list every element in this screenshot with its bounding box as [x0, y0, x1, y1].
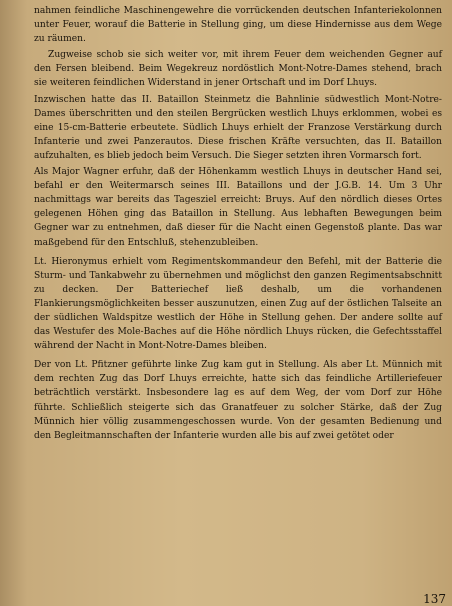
- paragraph-2: Zugweise schob sie sich weiter vor, mit ihrem Feuer dem weichenden Gegner auf den Fersen bleibend. Beim Wegekreuz nordöstlich Mont-Notre-Dames stehend, brach sie weiteren feindlichen Widerstand in jener Ortschaft und im Dorf Lhuys.: [34, 50, 442, 89]
- paragraph-6: Der von Lt. Pfitzner geführte linke Zug kam gut in Stellung. Als aber Lt. Münnich mit dem rechten Zug das Dorf Lhuys erreichte, hatte sich das feindliche Artilleriefeuer beträchtlich verstärkt. Insbesondere lag es auf dem Weg, der vom Dorf zur Höhe führte. Schließlich steigerte sich das Granatfeuer zu solcher Stärke, daß der Zug Münnich hier völlig zusammengeschossen wurde. Von der gesamten Bedienung und den Begleitmannschaften der Infanterie wurden alle bis auf zwei getötet oder: [34, 360, 442, 441]
- paragraph-5: Lt. Hieronymus erhielt vom Regimentskommandeur den Befehl, mit der Batterie die Sturm- und Tankabwehr zu übernehmen und möglichst den ganzen Regimentsabschnitt zu decken. Der Batteriechef ließ deshalb, um die vorhandenen Flankierungsmöglichkeiten besser auszunutzen, einen Zug auf der östlichen Talseite an der südlichen Waldspitze westlich der Höhe in Stellung gehen. Der andere sollte auf das Westufer des Mole-Baches auf die Höhe nördlich Lhuys rücken, die Gefechtsstaffel während der Nacht in Mont-Notre-Dames bleiben.: [34, 256, 442, 352]
- page-number: 137: [423, 592, 446, 606]
- paragraph-4: Als Major Wagner erfuhr, daß der Höhenkamm westlich Lhuys in deutscher Hand sei, befahl er den Weitermarsch seines III. Bataillons und der J.G.B. 14. Um 3 Uhr nachmittags war bereits das Tagesziel erreicht: Bruys. Auf den nördlich dieses Ortes gelegenen Höhen ging das Bataillon in Stellung. Aus lebhaften Bewegungen beim Gegner war zu entnehmen, daß dieser für die Nacht einen Gegenstoß plante. Das war maßgebend für den Entschluß, stehenzubleiben.: [34, 167, 442, 248]
- paragraph-3: Inzwischen hatte das II. Bataillon Steinmetz die Bahnlinie südwestlich Mont-Notre-Dames überschritten und den steilen Bergrücken westlich Lhuys erklommen, wobei es eine 15-cm-Batterie erbeutete. Südlich Lhuys erhielt der Franzose Verstärkung durch Infanterie und zwei Panzerautos. Diese frischen Kräfte versuchten, das II. Bataillon aufzuhalten, es blieb jedoch beim Versuch. Die Sieger setzten ihren Vormarsch fort.: [34, 94, 442, 161]
- paragraph-1: nahmen feindliche Maschinengewehre die vorrückenden deutschen Infanteriekolonnen unter Feuer, worauf die Batterie in Stellung ging, um diese Hindernisse aus dem Wege zu räumen.: [34, 6, 442, 45]
